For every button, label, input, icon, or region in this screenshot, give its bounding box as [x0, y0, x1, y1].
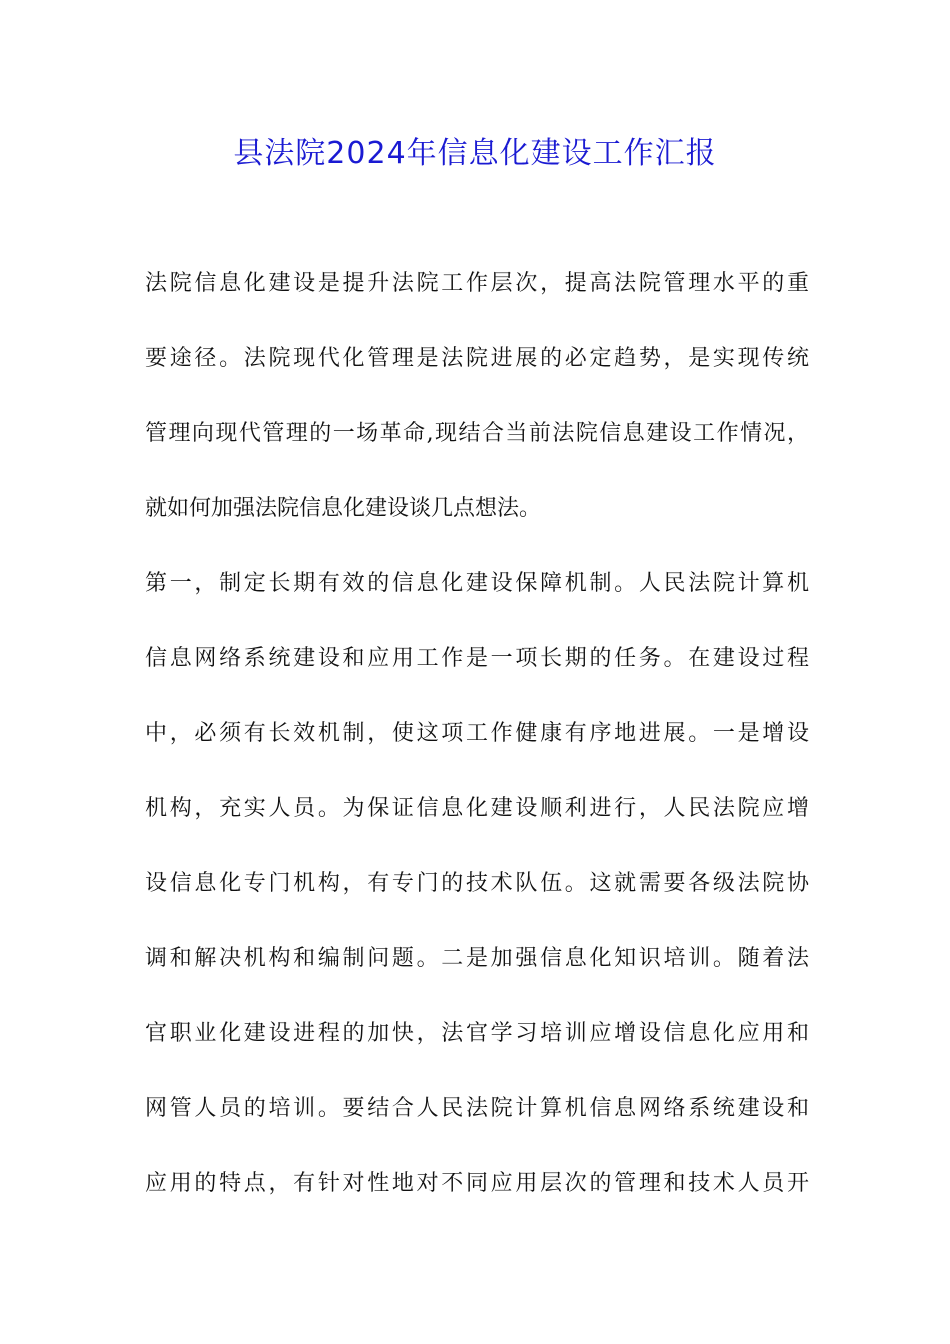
paragraph-line: 设信息化专门机构，有专门的技术队伍。这就需要各级法院协 [145, 871, 809, 896]
paragraph-line: 第一，制定长期有效的信息化建设保障机制。人民法院计算机 [145, 571, 809, 596]
paragraph-line: 网管人员的培训。要结合人民法院计算机信息网络系统建设和 [145, 1096, 809, 1121]
paragraph-line: 管理向现代管理的一场革命,现结合当前法院信息建设工作情况， [145, 421, 809, 446]
paragraph-line: 法院信息化建设是提升法院工作层次，提高法院管理水平的重 [145, 271, 809, 296]
document-title: 县法院2024年信息化建设工作汇报 [233, 136, 717, 171]
paragraph-line: 中，必须有长效机制，使这项工作健康有序地进展。一是增设 [145, 721, 809, 746]
paragraph-line: 就如何加强法院信息化建设谈几点想法。 [145, 496, 542, 521]
document-body [145, 264, 809, 1239]
paragraph-line: 应用的特点，有针对性地对不同应用层次的管理和技术人员开 [145, 1171, 809, 1196]
paragraph-line: 调和解决机构和编制问题。二是加强信息化知识培训。随着法 [145, 946, 809, 971]
paragraph-line: 机构，充实人员。为保证信息化建设顺利进行，人民法院应增 [145, 796, 809, 821]
paragraph-line: 信息网络系统建设和应用工作是一项长期的任务。在建设过程 [145, 646, 809, 671]
paragraph-line: 要途径。法院现代化管理是法院进展的必定趋势，是实现传统 [145, 346, 809, 371]
paragraph-line: 官职业化建设进程的加快，法官学习培训应增设信息化应用和 [145, 1021, 809, 1046]
